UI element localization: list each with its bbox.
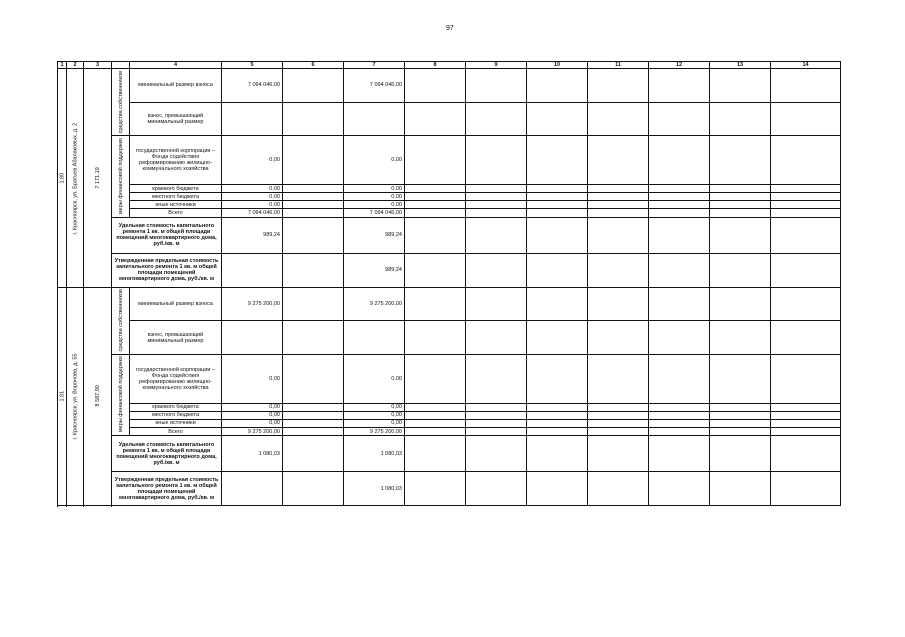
table-row — [58, 253, 841, 287]
cell-value: 9 275 200,00 — [344, 427, 405, 435]
table-row — [58, 209, 841, 217]
row-label: иные источники — [130, 201, 222, 209]
table-row — [58, 472, 841, 506]
column-header-row — [58, 62, 841, 69]
table-row — [58, 102, 841, 136]
row-label: Удельная стоимость капитального ремонта 1 кв. м общей площади помещений многоквартирного дома, руб./кв. м — [112, 217, 222, 253]
table-row — [58, 193, 841, 201]
table-row — [58, 436, 841, 472]
table-row — [58, 185, 841, 193]
cell-value: 0,00 — [222, 136, 283, 185]
house-area: 8 587,90 — [84, 287, 112, 506]
row-label: Всего — [130, 427, 222, 435]
row-label: краевого бюджета — [130, 185, 222, 193]
group-financial-support: меры финансовой поддержки — [112, 136, 130, 217]
cell-value: 0,00 — [344, 354, 405, 403]
table-row — [58, 69, 841, 103]
cell-value: 9 275 200,00 — [344, 287, 405, 321]
cell-value: 989,24 — [222, 217, 283, 253]
group-financial-support: меры финансовой поддержки — [112, 354, 130, 435]
col-header: 11 — [588, 62, 649, 69]
cell-value: 0,00 — [344, 193, 405, 201]
col-header: 7 — [344, 62, 405, 69]
group-owners-funds: средства собственников — [112, 287, 130, 354]
col-header: 2 — [67, 62, 84, 69]
table-row — [58, 411, 841, 419]
col-header — [112, 62, 130, 69]
col-header: 4 — [130, 62, 222, 69]
cell-value: 1 080,03 — [222, 436, 283, 472]
row-label: иные источники — [130, 419, 222, 427]
row-label: местного бюджета — [130, 411, 222, 419]
cell-value: 0,00 — [344, 136, 405, 185]
cell-value: 0,00 — [222, 193, 283, 201]
row-label: Утвержденная предельная стоимость капитального ремонта 1 кв. м общей площади помещений многоквартирного дома, руб./кв. м — [112, 253, 222, 287]
col-header: 13 — [710, 62, 771, 69]
cell-value: 989,24 — [344, 217, 405, 253]
row-label: минимальный размер взноса — [130, 69, 222, 103]
cell-value: 0,00 — [344, 403, 405, 411]
capital-repair-table — [57, 61, 841, 506]
table-row — [58, 403, 841, 411]
table-row — [58, 287, 841, 321]
table-row — [58, 136, 841, 185]
row-label: местного бюджета — [130, 193, 222, 201]
cell-value: 9 275 200,00 — [222, 427, 283, 435]
house-area: 7 171,19 — [84, 69, 112, 288]
cell-value: 0,00 — [222, 419, 283, 427]
col-header: 10 — [527, 62, 588, 69]
cell-value: 0,00 — [222, 185, 283, 193]
col-header: 8 — [405, 62, 466, 69]
cell-value: 0,00 — [222, 411, 283, 419]
cell-value: 0,00 — [344, 185, 405, 193]
table-row — [58, 427, 841, 435]
table-row — [58, 321, 841, 355]
cell-value: 0,00 — [344, 419, 405, 427]
row-label: взнос, превышающий минимальный размер — [130, 102, 222, 136]
cell-value: 1 080,03 — [344, 436, 405, 472]
table-row — [58, 419, 841, 427]
col-header: 14 — [771, 62, 841, 69]
table-row — [58, 217, 841, 253]
col-header: 12 — [649, 62, 710, 69]
cell-value: 9 275 200,00 — [222, 287, 283, 321]
row-label: Утвержденная предельная стоимость капитального ремонта 1 кв. м общей площади помещений многоквартирного дома, руб./кв. м — [112, 472, 222, 506]
cell-value: 7 094 046,00 — [344, 209, 405, 217]
row-index: 1.80 — [58, 69, 67, 288]
cell-value: 0,00 — [344, 201, 405, 209]
cell-value: 1 080,03 — [344, 472, 405, 506]
cell-value: 0,00 — [222, 354, 283, 403]
cell-value: 0,00 — [344, 411, 405, 419]
row-label: минимальный размер взноса — [130, 287, 222, 321]
house-address: г. Красноярск, ул. Братьев Абалаковых, д. 2 — [67, 69, 84, 288]
cell-value: 0,00 — [222, 403, 283, 411]
page-number: 97 — [446, 25, 454, 32]
row-label: Всего — [130, 209, 222, 217]
col-header: 6 — [283, 62, 344, 69]
cell-value: 7 094 046,00 — [344, 69, 405, 103]
row-label: краевого бюджета — [130, 403, 222, 411]
cell-value: 989,24 — [344, 253, 405, 287]
table-row — [58, 354, 841, 403]
cell-value: 7 094 046,00 — [222, 209, 283, 217]
col-header: 5 — [222, 62, 283, 69]
col-header: 3 — [84, 62, 112, 69]
row-label: государственной корпорации – Фонда содействия реформированию жилищно-коммунального хозяйства — [130, 354, 222, 403]
cell-value: 7 094 046,00 — [222, 69, 283, 103]
col-header: 1 — [58, 62, 67, 69]
row-label: Удельная стоимость капитального ремонта 1 кв. м общей площади помещений многоквартирного дома, руб./кв. м — [112, 436, 222, 472]
row-label: государственной корпорации – Фонда содействия реформированию жилищно-коммунального хозяйства — [130, 136, 222, 185]
group-owners-funds: средства собственников — [112, 69, 130, 136]
row-index: 1.81 — [58, 287, 67, 506]
row-label: взнос, превышающий минимальный размер — [130, 321, 222, 355]
house-address: г. Красноярск, ул. Воронова, д. 55 — [67, 287, 84, 506]
col-header: 9 — [466, 62, 527, 69]
table-row — [58, 201, 841, 209]
cell-value: 0,00 — [222, 201, 283, 209]
